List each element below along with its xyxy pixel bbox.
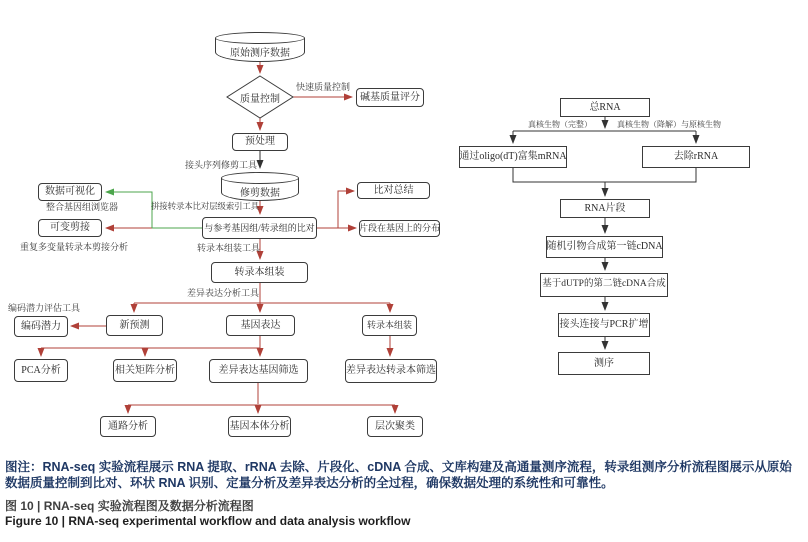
edge-label-de-analysis-tool: 差异表达分析工具 xyxy=(187,288,260,298)
edge-label-coding-potential-tool: 编码潜力评估工具 xyxy=(8,303,81,313)
node-hierarchical-clustering: 层次聚类 xyxy=(367,416,423,437)
figure-label-en: Figure 10 | RNA-seq experimental workflow and data analysis workflow xyxy=(5,514,411,528)
node-fragment-distribution: 片段在基因上的分布 xyxy=(359,220,440,237)
node-gene-expression: 基因表达 xyxy=(226,315,295,336)
edge-label-assembly-tool: 转录本组装工具 xyxy=(197,243,261,253)
edge-label-adapter-trimming-tool: 接头序列修剪工具 xyxy=(185,160,258,170)
node-quality-control: 质量控制 xyxy=(240,93,280,105)
node-first-strand-cdna: 随机引物合成第一链cDNA xyxy=(546,236,663,258)
node-sequencing: 测序 xyxy=(558,352,650,375)
node-data-visualization: 数据可视化 xyxy=(38,183,102,201)
node-raw-sequencing-data: 原始测序数据 xyxy=(215,38,305,62)
edge-label-eukaryote-intact: 真核生物（完整） xyxy=(528,120,592,129)
figure-note: 图注：RNA-seq 实验流程展示 RNA 提取、rRNA 去除、片段化、cDNA 合成、文库构建及高通量测序流程，转录组测序分析流程图展示从原始数据质量控制到比对、环状 RNA 识别、定量分析及差异表达分析的全过程，确保数据处理的系统性和可靠性。 xyxy=(5,460,792,490)
node-pca-analysis: PCA分析 xyxy=(14,359,68,382)
edge-label-spliced-aligner-tool: 拼接转录本比对层级索引工具 xyxy=(151,201,259,211)
node-preprocessing: 预处理 xyxy=(232,133,288,151)
node-alternative-splicing: 可变剪接 xyxy=(38,219,102,237)
node-alignment: 与参考基因组/转录组的比对 xyxy=(202,217,317,239)
node-pathway-analysis: 通路分析 xyxy=(100,416,156,437)
node-gene-ontology: 基因本体分析 xyxy=(228,416,291,437)
node-total-rna: 总RNA xyxy=(560,98,650,117)
node-coding-potential: 编码潜力 xyxy=(14,316,68,337)
node-deg-screening: 差异表达基因筛选 xyxy=(209,359,308,383)
edge-label-genome-browser: 整合基因组浏览器 xyxy=(46,202,119,212)
edge-label-fast-qc: 快速质量控制 xyxy=(296,82,351,92)
node-adapter-ligation-pcr: 接头连接与PCR扩增 xyxy=(558,313,650,337)
node-transcript-assembly-2: 转录本组装 xyxy=(362,315,417,336)
node-transcript-assembly: 转录本组装 xyxy=(211,262,308,283)
edge-label-eukaryote-degraded: 真核生物（降解）与原核生物 xyxy=(617,120,721,129)
node-rrna-removal: 去除rRNA xyxy=(642,146,750,168)
node-novel-prediction: 新预测 xyxy=(106,315,163,336)
node-second-strand-cdna: 基于dUTP的第二链cDNA合成 xyxy=(540,273,668,297)
node-correlation-matrix: 相关矩阵分析 xyxy=(113,359,177,382)
node-base-quality-score: 碱基质量评分 xyxy=(356,88,424,107)
node-trimmed-data: 修剪数据 xyxy=(221,178,299,201)
node-oligo-dt-enrichment: 通过oligo(dT)富集mRNA xyxy=(459,146,567,168)
edge-label-splicing-analysis: 重复多变量转录本剪接分析 xyxy=(20,242,129,252)
node-rna-fragments: RNA片段 xyxy=(560,199,650,218)
figure-label-cn: 图 10 | RNA-seq 实验流程图及数据分析流程图 xyxy=(5,499,254,513)
node-det-screening: 差异表达转录本筛选 xyxy=(345,359,437,383)
node-alignment-summary: 比对总结 xyxy=(357,182,430,199)
